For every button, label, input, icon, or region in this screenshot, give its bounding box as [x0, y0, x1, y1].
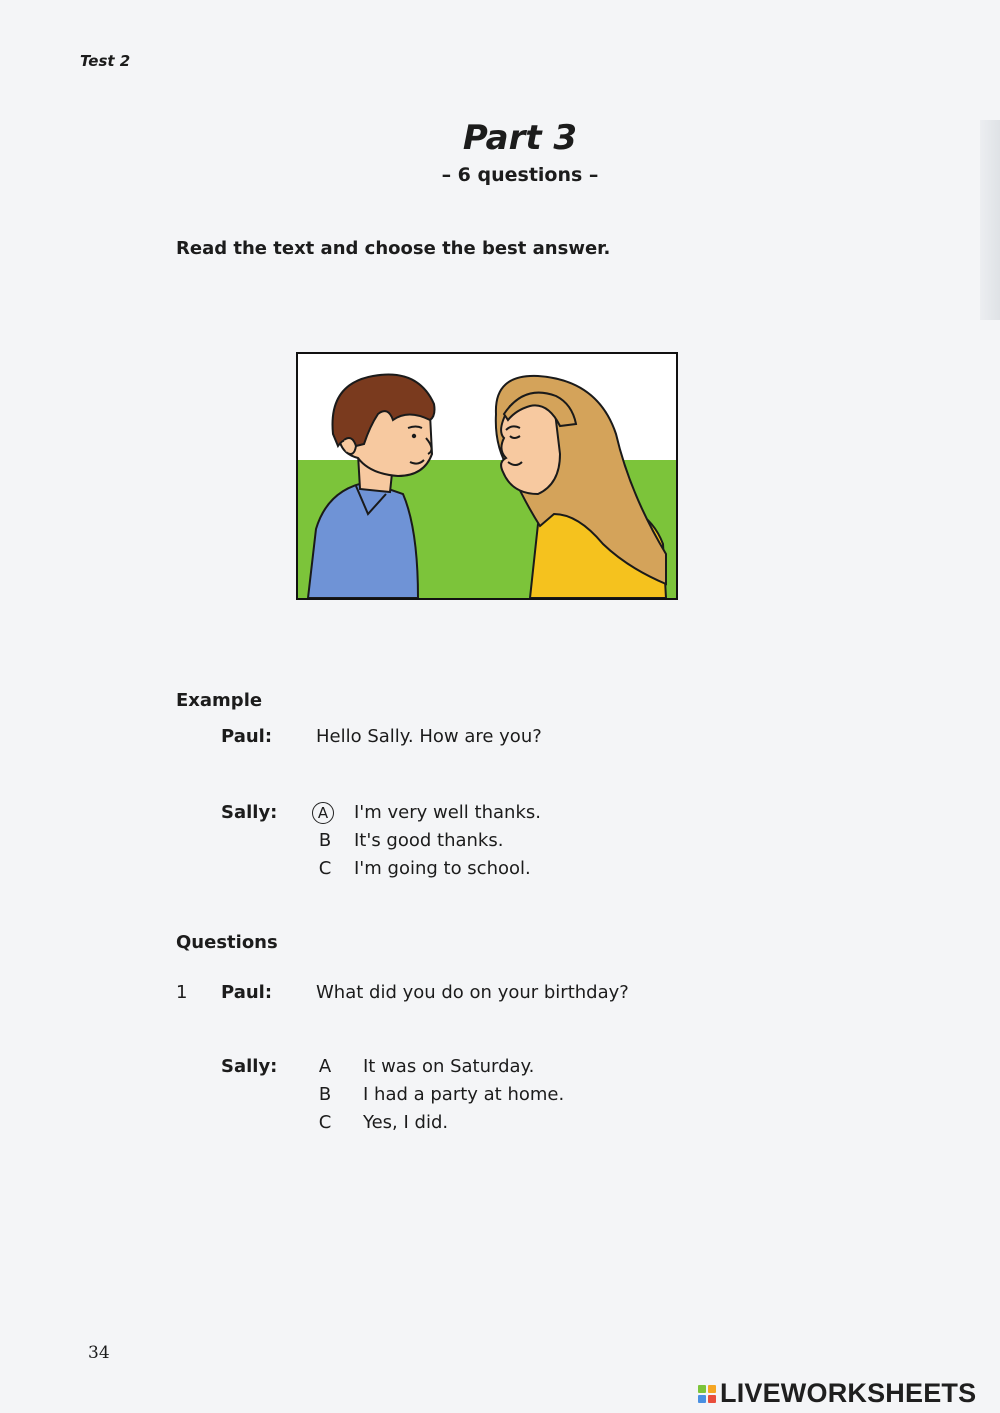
example-option-c-text: I'm going to school.: [354, 858, 531, 879]
example-option-b-text: It's good thanks.: [354, 830, 504, 851]
example-prompt-text: Hello Sally. How are you?: [316, 726, 542, 747]
question-number: 1: [176, 982, 188, 1003]
question-1-option-c[interactable]: C: [318, 1112, 332, 1133]
liveworksheets-logo-icon: [698, 1385, 716, 1403]
example-option-c[interactable]: C: [318, 858, 332, 879]
answer-circle-icon: A: [312, 802, 334, 824]
question-1-prompt-text: What did you do on your birthday?: [316, 982, 629, 1003]
questions-heading: Questions: [176, 932, 278, 953]
test-label: Test 2: [80, 52, 131, 70]
instruction-text: Read the text and choose the best answer.: [176, 238, 611, 259]
part-subtitle: – 6 questions –: [441, 164, 599, 186]
question-1-option-a-text: It was on Saturday.: [363, 1056, 535, 1077]
question-1-option-a[interactable]: A: [318, 1056, 332, 1077]
brand-text: LIVEWORKSHEETS: [720, 1378, 977, 1408]
liveworksheets-brand[interactable]: [698, 1378, 976, 1409]
illustration-boy-and-girl: [296, 352, 678, 600]
question-1-prompt-speaker: Paul:: [221, 982, 273, 1003]
question-1-option-c-text: Yes, I did.: [363, 1112, 449, 1133]
question-1-option-b-text: I had a party at home.: [363, 1084, 565, 1105]
part-title: Part 3: [462, 118, 578, 158]
example-response-speaker: Sally:: [221, 802, 278, 823]
illustration-svg: [298, 354, 676, 598]
question-1-response-speaker: Sally:: [221, 1056, 278, 1077]
question-1-option-b[interactable]: B: [318, 1084, 332, 1105]
page-number: 34: [88, 1343, 110, 1363]
example-prompt-speaker: Paul:: [221, 726, 273, 747]
example-option-b[interactable]: B: [318, 830, 332, 851]
example-option-a-text: I'm very well thanks.: [354, 802, 541, 823]
example-option-a[interactable]: [312, 802, 332, 824]
example-heading: Example: [176, 690, 263, 711]
